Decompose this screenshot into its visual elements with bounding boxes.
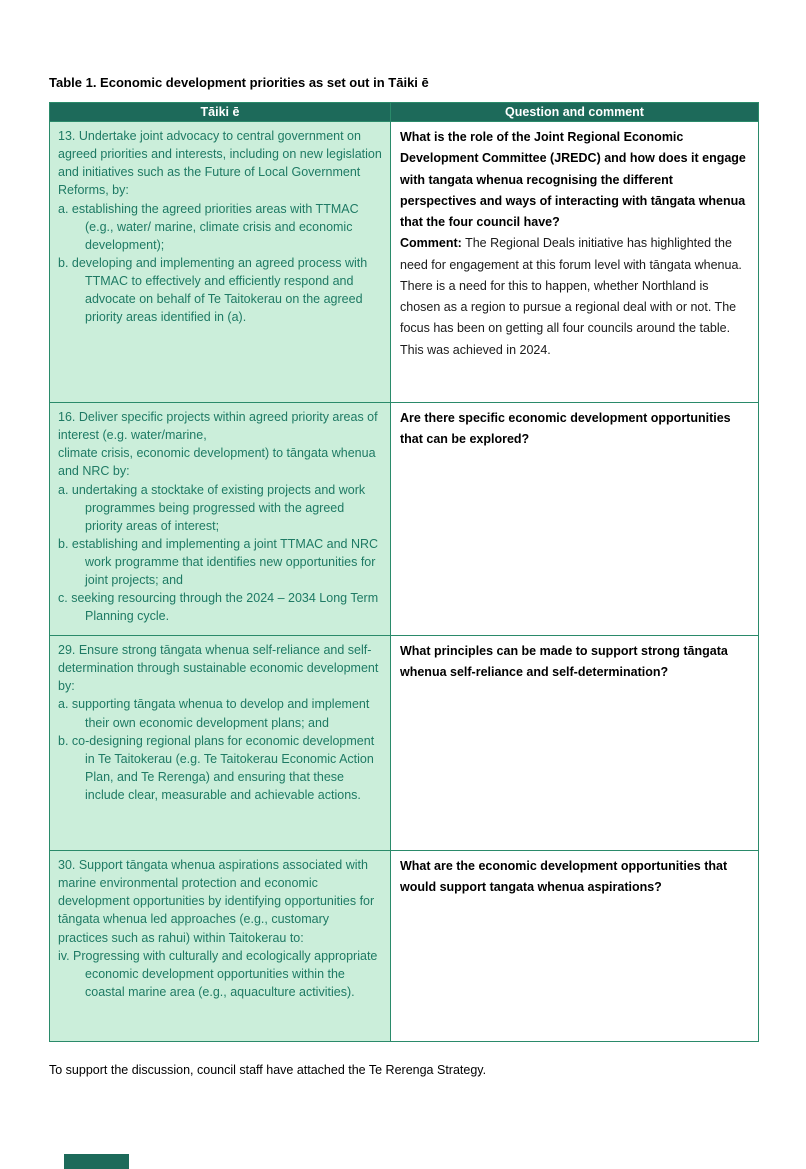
comment-label: Comment: [400,236,462,251]
taiki-cell [50,636,391,851]
taiki-paragraph: 29. Ensure strong tāngata whenua self-reliance and self-determination through sustainable economic development by: [58,643,379,694]
taiki-paragraph: a. undertaking a stocktake of existing projects and work programmes being progressed with the agreed priority areas of interest; [58,482,366,533]
table-row [50,851,759,1042]
table-caption: Table 1. Economic development priorities as set out in Tāiki ē [49,75,429,90]
taiki-cell [50,851,391,1042]
taiki-paragraph: iv. Progressing with culturally and ecologically appropriate economic development opportunities within the coastal marine area (e.g., aquaculture activities). [58,948,378,999]
question-text: What is the role of the Joint Regional Economic Development Committee (JREDC) and how does it engage with tangata whenua recognising the different perspectives and ways of interacting with tāngata whenua that the four council have? [400,130,746,229]
comment-paragraph [400,233,749,361]
column-header-question: Question and comment [391,103,759,122]
taiki-paragraph: c. seeking resourcing through the 2024 – 2034 Long Term Planning cycle. [58,591,379,624]
table-row [50,403,759,636]
taiki-paragraph: a. establishing the agreed priorities areas with TTMAC (e.g., water/ marine, climate crisis and economic development); [58,201,359,252]
taiki-paragraph: climate crisis, economic development) to tāngata whenua and NRC by: [58,446,376,479]
document-page [49,0,758,1077]
taiki-cell [50,403,391,636]
taiki-paragraph: 16. Deliver specific projects within agreed priority areas of interest (e.g. water/marine, [58,410,378,443]
table-row [50,122,759,403]
table-row [50,636,759,851]
closing-note: To support the discussion, council staff have attached the Te Rerenga Strategy. [49,1063,487,1077]
taiki-paragraph: b. establishing and implementing a joint TTMAC and NRC work programme that identifies new opportunities for joint projects; and [58,536,379,588]
question-cell [391,636,759,851]
taiki-cell [50,122,391,403]
question-cell [391,403,759,636]
question-cell [391,122,759,403]
comment-body: The Regional Deals initiative has highlighted the need for engagement at this forum level with tāngata whenua. There is a need for this to happen, whether Northland is chosen as a region to pursue a regional deal with or not. The focus has been on getting all four councils around the table. This was achieved in 2024. [400,236,742,357]
header-row [50,103,759,122]
question-text: Are there specific economic development opportunities that can be explored? [400,411,731,447]
question-text: What are the economic development opportunities that would support tangata whenua aspirations? [400,859,728,895]
column-header-taiki: Tāiki ē [50,103,391,122]
taiki-paragraph: 30. Support tāngata whenua aspirations associated with marine environmental protection and economic development opportunities by identifying opportunities for tāngata whenua led approaches (e.g., customary practices such as rahui) within Taitokerau to: [58,858,375,945]
taiki-paragraph: b. developing and implementing an agreed process with TTMAC to effectively and efficiently respond and advocate on behalf of Te Taitokerau on the agreed priority areas identified in (a). [58,255,368,325]
question-text: What principles can be made to support strong tāngata whenua self-reliance and self-determination? [400,644,728,680]
question-cell [391,851,759,1042]
table-body [50,122,759,1042]
taiki-paragraph: 13. Undertake joint advocacy to central government on agreed priorities and interests, including on new legislation and initiatives such as the Future of Local Government Reforms, by: [58,129,382,198]
priorities-table [49,102,759,1042]
next-page-table-edge [64,1154,129,1169]
table-header [50,103,759,122]
taiki-paragraph: a. supporting tāngata whenua to develop and implement their own economic development plans; and [58,697,370,730]
taiki-paragraph: b. co-designing regional plans for economic development in Te Taitokerau (e.g. Te Taitokerau Economic Action Plan, and Te Rerenga) and ensuring that these include clear, measurable and achievable actions. [58,733,375,802]
